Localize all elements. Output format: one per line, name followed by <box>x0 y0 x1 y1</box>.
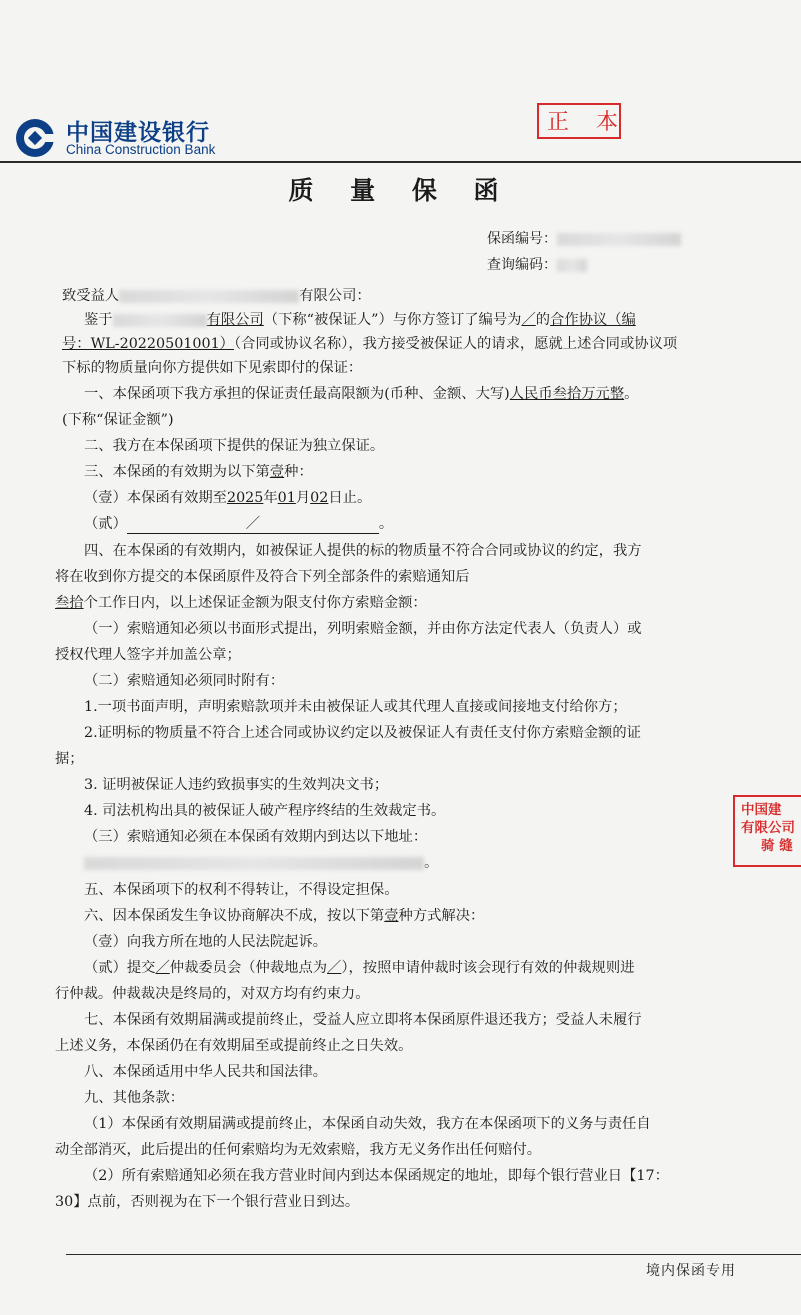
ccb-logo-icon <box>14 117 56 159</box>
clause-5: 五、本保函项下的权利不得转让，不得设定担保。 <box>84 882 399 898</box>
paragraph-line: 上述义务，本保函仍在有效期届至或提前终止之日失效。 <box>55 1038 413 1054</box>
bank-name-en: China Construction Bank <box>66 142 216 157</box>
clause-9: 九、其他条款： <box>84 1090 185 1106</box>
text: 的 <box>535 312 551 328</box>
paragraph-line: 动全部消灭，此后提出的任何索赔均为无效索赔，我方无义务作出任何赔付。 <box>55 1142 542 1158</box>
text: 。 <box>624 386 639 402</box>
text: ／ <box>521 312 536 328</box>
text: 。 <box>424 855 439 871</box>
redacted-guarantee-number <box>557 233 681 246</box>
text: 一、本保函项下我方承担的保证责任最高限额为(币种、金额、大写) <box>84 386 510 402</box>
footer-label: 境内保函专用 <box>646 1263 736 1279</box>
paragraph-line: 3. 证明被保证人违约致损事实的生效判决文书； <box>84 777 389 793</box>
clause-4: 四、在本保函的有效期内，如被保证人提供的标的物质量不符合合同或协议的约定，我方 <box>84 543 642 559</box>
query-code-label: 查询编码： <box>487 257 557 273</box>
text: 合作协议（编 <box>550 312 636 328</box>
text: 月 <box>295 490 311 506</box>
blank-field: ／ <box>127 513 379 534</box>
paragraph-line <box>84 309 636 329</box>
paragraph-line: 4. 司法机构出具的被保证人破产程序终结的生效裁定书。 <box>84 803 446 819</box>
text: 种： <box>284 464 313 480</box>
paragraph-line: （一）索赔通知必须以书面形式提出，列明索赔金额，并由你方法定代表人（负责人）或 <box>84 621 642 637</box>
text: 有限公司 <box>206 312 264 328</box>
seam-seal-stamp <box>733 795 801 867</box>
text: 年 <box>263 490 278 506</box>
header-divider <box>0 161 801 163</box>
paragraph-line: 30】点前，否则视为在下一个银行营业日到达。 <box>55 1194 360 1210</box>
text: （贰） <box>84 516 127 532</box>
paragraph-line: 授权代理人签字并加盖公章； <box>55 647 241 663</box>
paragraph-line <box>62 333 677 353</box>
text: 仲裁委员会（仲裁地点为 <box>169 960 328 976</box>
addressee-line <box>62 285 371 305</box>
validity-option-2 <box>84 513 393 534</box>
text: ／ <box>155 960 170 976</box>
paragraph-line: （1）本保函有效期届满或提前终止，本保函自动失效，我方在本保函项下的义务与责任自 <box>84 1116 651 1132</box>
seal-line: 骑 缝 <box>761 838 793 854</box>
paragraph-line: （三）索赔通知必须在本保函有效期内到达以下地址： <box>84 829 428 845</box>
contract-number: 号：WL-20220501001） <box>62 336 234 352</box>
redacted-guaranteed-party <box>113 314 207 327</box>
paragraph-line: 下标的物质量向你方提供如下见索即付的保证： <box>62 360 363 376</box>
paragraph-line: 2.证明标的物质量不符合上述合同或协议约定以及被保证人有责任支付你方索赔金额的证 <box>84 725 641 741</box>
paragraph-line: 据； <box>55 751 84 767</box>
text: 壹 <box>269 464 285 480</box>
text: 个工作日内，以上述保证金额为限支付你方索赔金额： <box>83 595 427 611</box>
original-copy-stamp: 正 本 <box>537 103 621 139</box>
text: 六、因本保函发生争议协商解决不成，按以下第 <box>84 908 385 924</box>
guarantee-amount: 人民币叁拾万元整 <box>509 386 625 402</box>
guarantee-number-row <box>487 228 681 248</box>
seal-line: 中国建 <box>741 802 782 818</box>
validity-date-line <box>84 487 371 507</box>
clause-7: 七、本保函有效期届满或提前终止，受益人应立即将本保函原件退还我方；受益人未履行 <box>84 1012 642 1028</box>
redacted-address <box>84 857 424 870</box>
expiry-year: 2025 <box>226 490 264 506</box>
query-code-row <box>487 254 587 274</box>
footer-divider <box>66 1254 801 1255</box>
paragraph-line: 行仲裁。仲裁裁决是终局的，对双方均有约束力。 <box>55 986 370 1002</box>
clause-8: 八、本保函适用中华人民共和国法律。 <box>84 1064 328 1080</box>
addressee-suffix: 有限公司： <box>299 288 371 304</box>
paragraph-line: （壹）向我方所在地的人民法院起诉。 <box>84 934 328 950</box>
expiry-month: 01 <box>277 490 296 506</box>
text: ），按照申请仲裁时该会现行有效的仲裁规则进 <box>341 960 635 976</box>
text: 种方式解决： <box>398 908 485 924</box>
payment-days: 叁拾 <box>55 595 84 611</box>
text: 三、本保函的有效期为以下第 <box>84 464 270 480</box>
paragraph-line: 1.一项书面声明，声明索赔款项并未由被保证人或其代理人直接或间接地支付给你方； <box>84 699 627 715</box>
paragraph-line: （2）所有索赔通知必须在我方营业时间内到达本保函规定的地址，即每个银行营业日【17： <box>84 1168 669 1184</box>
text: 鉴于 <box>84 312 113 328</box>
clause-1 <box>84 383 638 403</box>
clause-6 <box>84 905 484 925</box>
paragraph-line: (下称“保证金额”) <box>62 412 174 428</box>
bank-name-cn: 中国建设银行 <box>66 120 210 146</box>
redacted-beneficiary <box>119 290 299 303</box>
addressee-prefix: 致受益人 <box>62 288 120 304</box>
guarantee-number-label: 保函编号： <box>487 231 557 247</box>
text: （壹）本保函有效期至 <box>84 490 227 506</box>
expiry-day: 02 <box>310 490 329 506</box>
address-line <box>84 852 438 872</box>
paragraph-line <box>55 592 427 612</box>
text: （贰）提交 <box>84 960 156 976</box>
text: （下称“被保证人”）与你方签订了编号为 <box>263 312 522 328</box>
text: （合同或协议名称），我方接受被保证人的请求，愿就上述合同或协议项 <box>233 336 678 352</box>
redacted-query-code <box>557 259 587 272</box>
paragraph-line <box>84 957 634 977</box>
document-title: 质 量 保 函 <box>288 176 513 205</box>
text: 壹 <box>384 908 399 924</box>
text: ／ <box>327 960 342 976</box>
clause-2: 二、我方在本保函项下提供的保证为独立保证。 <box>84 438 385 454</box>
paragraph-line: 将在收到你方提交的本保函原件及符合下列全部条件的索赔通知后 <box>55 569 470 585</box>
clause-3 <box>84 461 313 481</box>
paragraph-line: （二）索赔通知必须同时附有： <box>84 673 285 689</box>
text: 。 <box>378 516 394 532</box>
seal-line: 有限公司 <box>741 820 795 836</box>
text: 日止。 <box>328 490 372 506</box>
